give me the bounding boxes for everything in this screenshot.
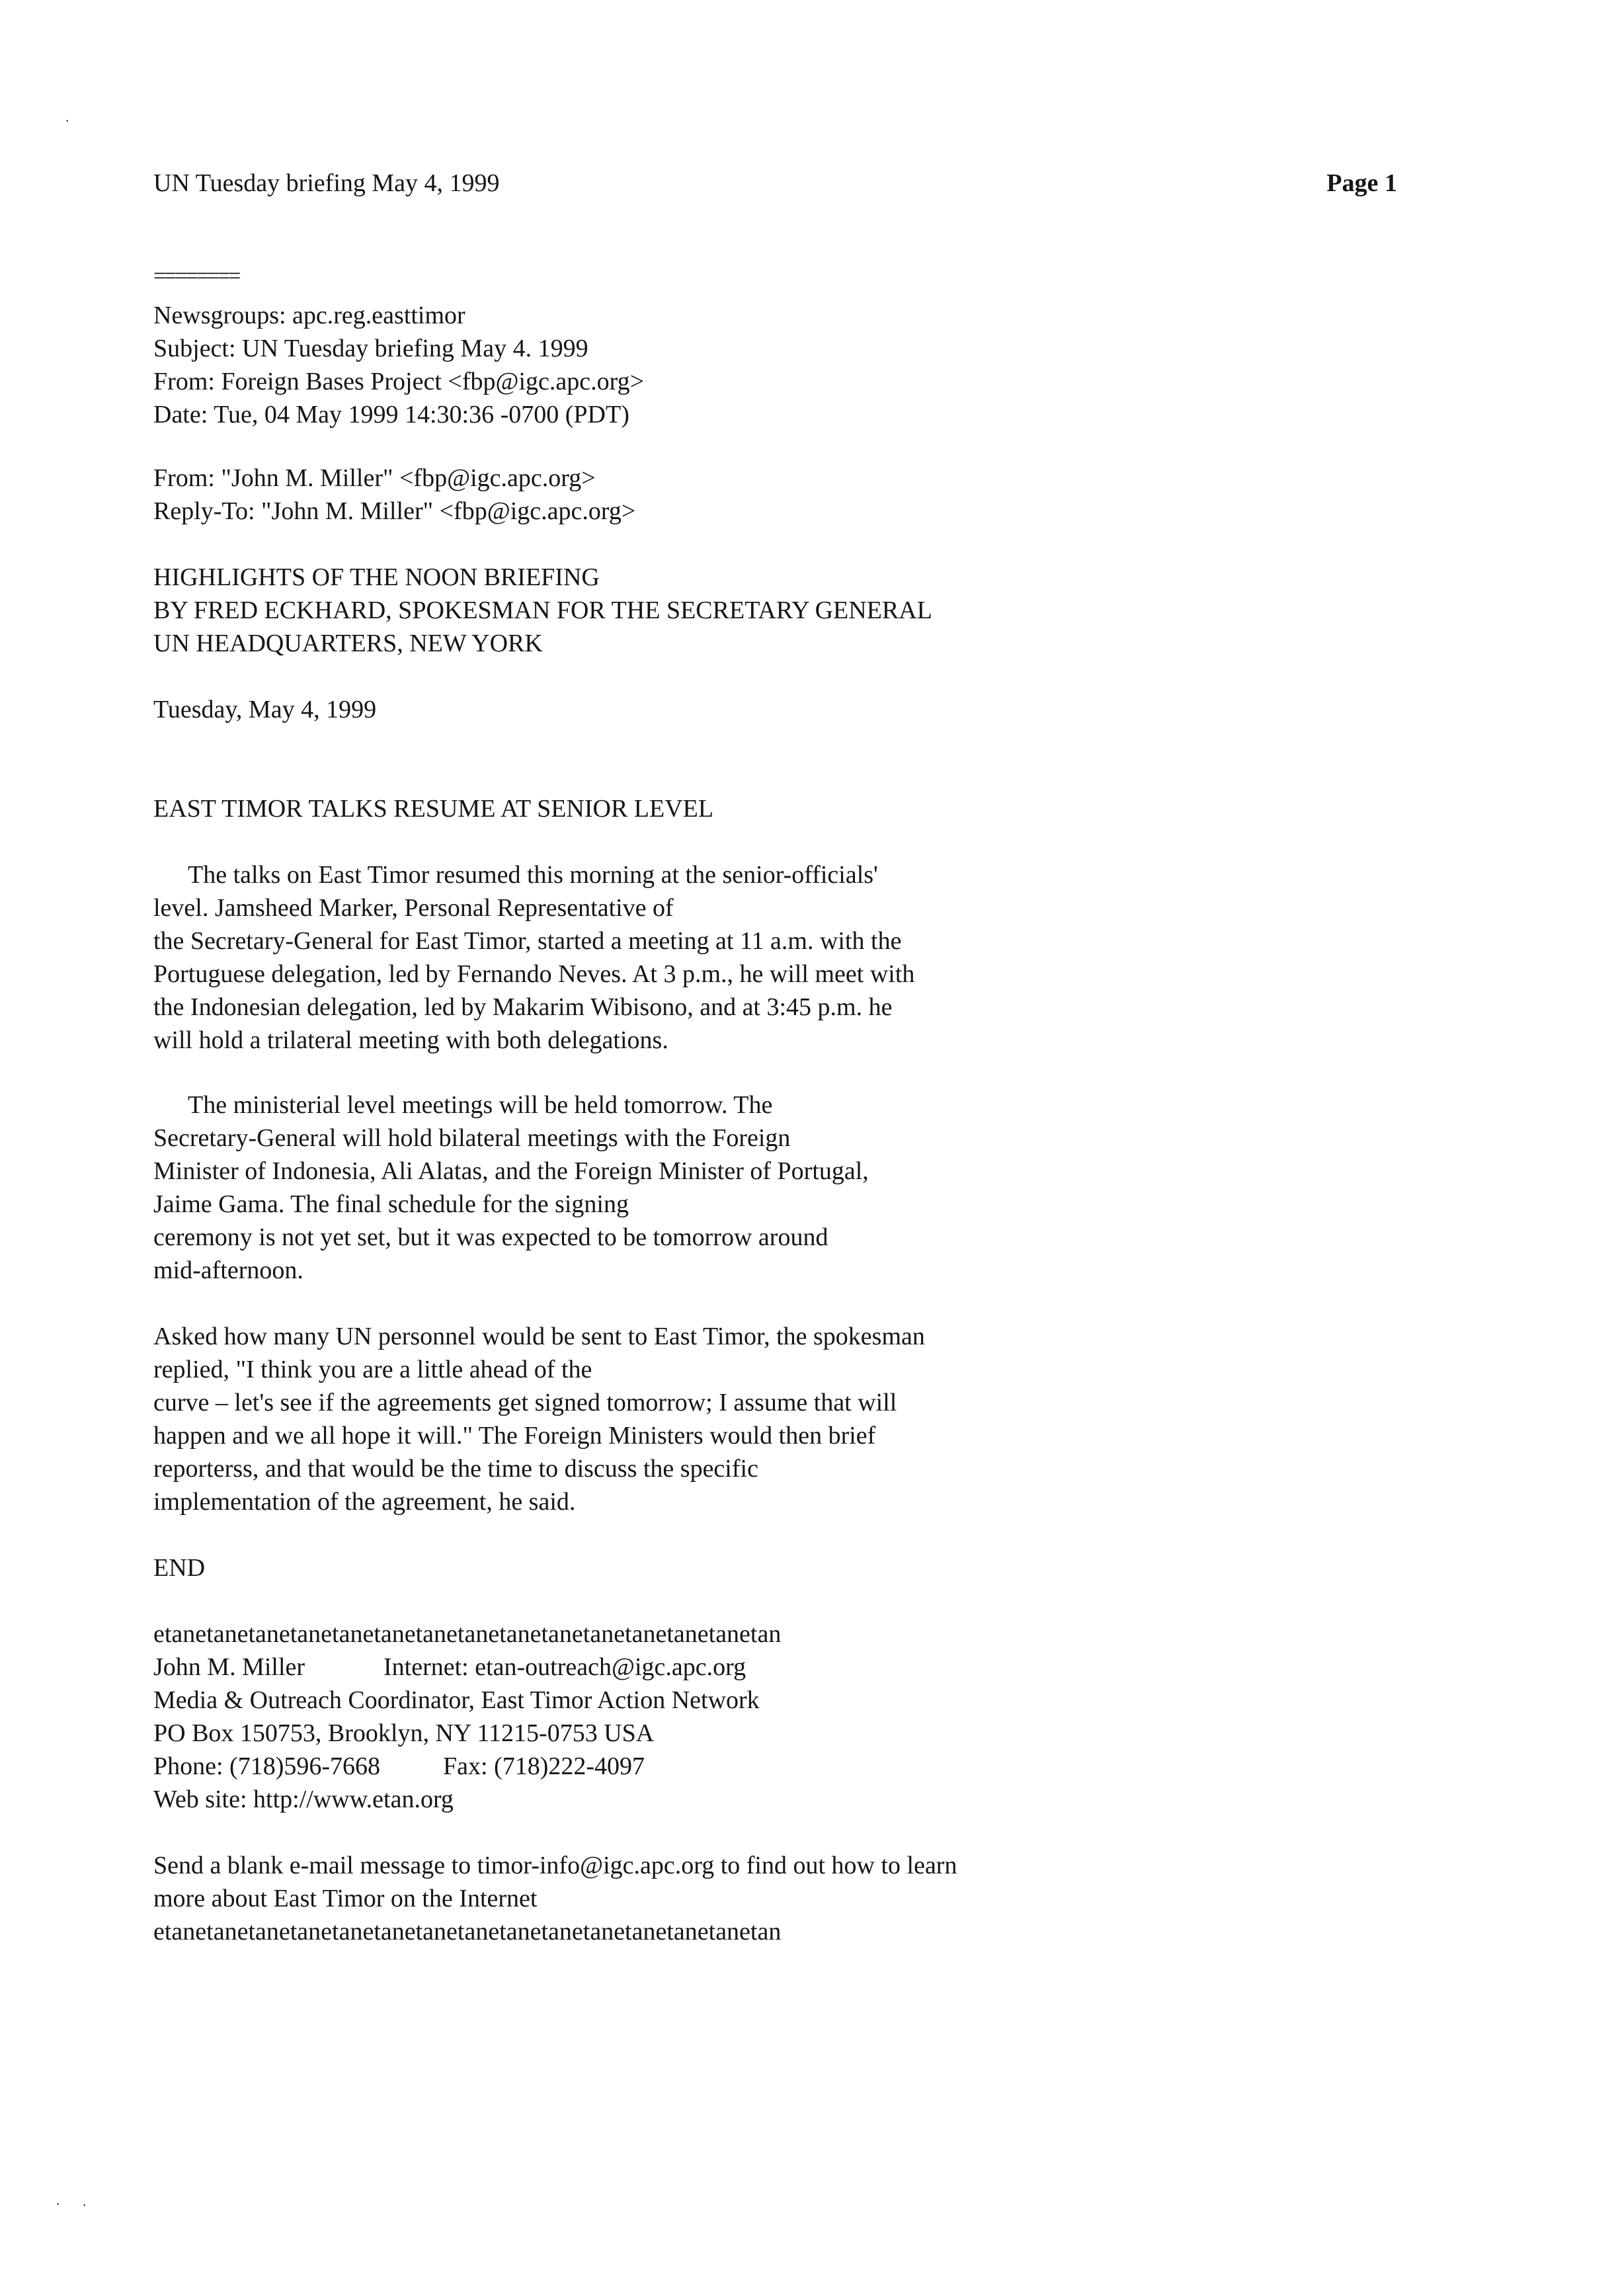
paragraph-line: Asked how many UN personnel would be sent to East Timor, the spokesman xyxy=(153,1323,925,1350)
paragraph-line: Minister of Indonesia, Ali Alatas, and the Foreign Minister of Portugal, xyxy=(153,1157,869,1185)
paragraph-line: mid-afternoon. xyxy=(153,1256,303,1284)
paragraph-line: happen and we all hope it will." The Foreign Ministers would then brief xyxy=(153,1422,876,1450)
paragraph-line: The talks on East Timor resumed this morning at the senior-officials' xyxy=(188,861,878,889)
section-title xyxy=(153,792,713,825)
from-line: From: Foreign Bases Project <fbp@igc.apc.org> xyxy=(153,368,645,395)
footer-note-line: more about East Timor on the Internet xyxy=(153,1885,538,1912)
paragraph-line: implementation of the agreement, he said. xyxy=(153,1488,576,1516)
scan-speck: · xyxy=(82,2197,87,2213)
paragraph-line: level. Jamsheed Marker, Personal Representative of xyxy=(153,894,674,922)
section-title-text: EAST TIMOR TALKS RESUME AT SENIOR LEVEL xyxy=(153,795,714,823)
signature-website: Web site: http://www.etan.org xyxy=(153,1785,454,1813)
footer-note xyxy=(153,1849,957,1948)
scan-speck: · xyxy=(65,112,70,129)
paragraph-line: reporterss, and that would be the time to discuss the specific xyxy=(153,1455,758,1483)
from-author-line: From: "John M. Miller" <fbp@igc.apc.org> xyxy=(153,464,596,492)
date-line: Date: Tue, 04 May 1999 14:30:36 -0700 (PDT) xyxy=(153,401,629,429)
header-separator: ======== xyxy=(153,264,239,288)
footer-border: etanetanetanetanetanetanetanetanetanetanetanetanetanetanetan xyxy=(153,1918,782,1946)
signature-block xyxy=(153,1618,781,1816)
paragraph-personnel xyxy=(153,1320,925,1518)
signature-border: etanetanetanetanetanetanetanetanetanetanetanetanetanetanetan xyxy=(153,1620,782,1648)
paragraph-line: Portuguese delegation, led by Fernando Neves. At 3 p.m., he will meet with xyxy=(153,960,915,988)
reply-headers xyxy=(153,462,635,528)
briefing-date-text: Tuesday, May 4, 1999 xyxy=(153,696,377,723)
newsgroups-line: Newsgroups: apc.reg.easttimor xyxy=(153,302,465,329)
paragraph-line: The ministerial level meetings will be held tomorrow. The xyxy=(188,1091,773,1119)
end-label: END xyxy=(153,1554,206,1582)
paragraph-line: curve – let's see if the agreements get signed tomorrow; I assume that will xyxy=(153,1389,897,1416)
subject-line: Subject: UN Tuesday briefing May 4. 1999 xyxy=(153,335,588,362)
email-headers xyxy=(153,299,644,431)
paragraph-line: Secretary-General will hold bilateral meetings with the Foreign xyxy=(153,1124,791,1152)
reply-to-line: Reply-To: "John M. Miller" <fbp@igc.apc.org> xyxy=(153,497,636,525)
paragraph-ministerial xyxy=(153,1088,869,1287)
signature-fax: Fax: (718)222-4097 xyxy=(443,1752,645,1780)
footer-note-line: Send a blank e-mail message to timor-info@igc.apc.org to find out how to learn xyxy=(153,1852,957,1879)
briefing-heading-line: HIGHLIGHTS OF THE NOON BRIEFING xyxy=(153,563,600,591)
end-marker xyxy=(153,1551,205,1584)
briefing-heading-line: UN HEADQUARTERS, NEW YORK xyxy=(153,630,543,657)
paragraph-line: will hold a trilateral meeting with both delegations. xyxy=(153,1026,668,1054)
signature-name-row xyxy=(153,1651,781,1684)
paragraph-line: Jaime Gama. The final schedule for the signing xyxy=(153,1190,629,1218)
signature-internet: Internet: etan-outreach@igc.apc.org xyxy=(383,1653,746,1681)
briefing-heading-line: BY FRED ECKHARD, SPOKESMAN FOR THE SECRETARY GENERAL xyxy=(153,596,932,624)
signature-name: John M. Miller xyxy=(153,1653,305,1681)
signature-role: Media & Outreach Coordinator, East Timor Action Network xyxy=(153,1686,760,1714)
scan-speck: · xyxy=(56,2195,61,2212)
briefing-date xyxy=(153,693,376,726)
signature-address: PO Box 150753, Brooklyn, NY 11215-0753 USA xyxy=(153,1719,655,1747)
page-header-title: UN Tuesday briefing May 4, 1999 xyxy=(153,169,500,197)
page-number: Page 1 xyxy=(1326,169,1397,197)
paragraph-talks xyxy=(153,858,914,1057)
signature-phone: Phone: (718)596-7668 xyxy=(153,1752,381,1780)
paragraph-line: ceremony is not yet set, but it was expected to be tomorrow around xyxy=(153,1223,828,1251)
paragraph-line: replied, "I think you are a little ahead of the xyxy=(153,1356,592,1383)
paragraph-line: the Secretary-General for East Timor, started a meeting at 11 a.m. with the xyxy=(153,927,902,955)
briefing-heading xyxy=(153,561,932,660)
paragraph-line: the Indonesian delegation, led by Makarim Wibisono, and at 3:45 p.m. he xyxy=(153,993,893,1021)
signature-contact-row xyxy=(153,1750,781,1783)
